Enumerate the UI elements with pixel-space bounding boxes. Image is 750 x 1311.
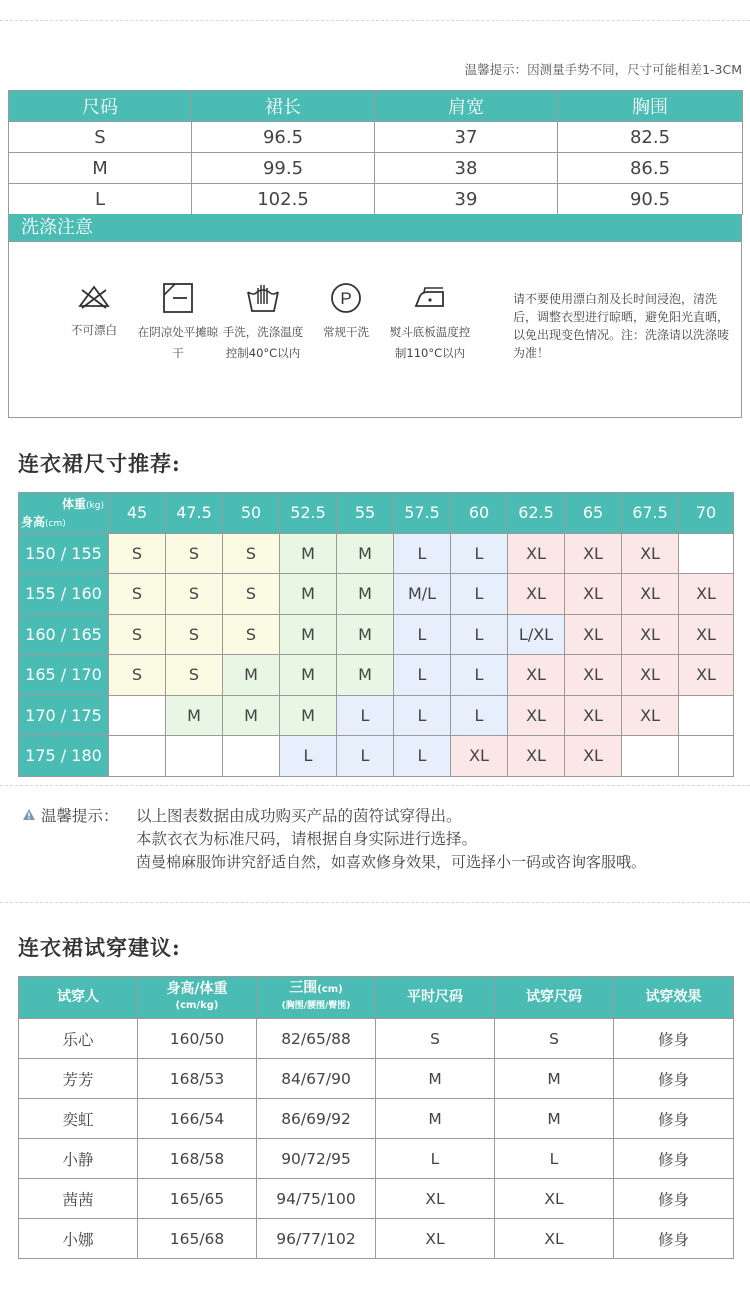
- size-cell: L: [451, 614, 508, 655]
- cell: 乐心: [19, 1019, 138, 1059]
- cell: 39: [375, 184, 558, 215]
- fit-tip: [22, 805, 647, 871]
- cell: 96.5: [192, 122, 375, 153]
- dry-flat-shade-icon: [161, 282, 195, 314]
- table-row: [19, 695, 734, 736]
- size-cell: L: [451, 574, 508, 615]
- size-cell: S: [166, 574, 223, 615]
- cell: 165/68: [138, 1219, 257, 1259]
- fit-tip-lines: [136, 805, 750, 874]
- size-cell: XL: [565, 695, 622, 736]
- cell: 茜茜: [19, 1179, 138, 1219]
- cell: 168/58: [138, 1139, 257, 1179]
- recommend-header-row: [19, 493, 734, 534]
- cell: S: [495, 1019, 614, 1059]
- cell: S: [9, 122, 192, 153]
- weight-header: 50: [223, 493, 280, 534]
- corner-height-label: 身高: [21, 514, 46, 529]
- header-shoulder: 肩宽: [375, 91, 558, 122]
- wash-item-dry-flat: [133, 282, 223, 364]
- header-person: 试穿人: [19, 977, 138, 1019]
- table-row: [19, 1099, 734, 1139]
- size-cell: M: [223, 655, 280, 696]
- size-cell: S: [166, 655, 223, 696]
- wash-item-no-bleach: [49, 282, 139, 341]
- top-divider: [0, 20, 750, 21]
- height-header: 170 / 175: [19, 695, 109, 736]
- cell: M: [376, 1099, 495, 1139]
- cell: 37: [375, 122, 558, 153]
- cell: 芳芳: [19, 1059, 138, 1099]
- cell: 94/75/100: [257, 1179, 376, 1219]
- cell: 86/69/92: [257, 1099, 376, 1139]
- size-cell: [223, 736, 280, 777]
- weight-header: 55: [337, 493, 394, 534]
- size-cell: S: [223, 614, 280, 655]
- size-cell: L: [337, 736, 394, 777]
- table-row: [19, 1019, 734, 1059]
- size-cell: XL: [679, 655, 734, 696]
- table-row: [19, 533, 734, 574]
- cell: 修身: [614, 1219, 734, 1259]
- size-cell: L: [394, 736, 451, 777]
- cell: M: [9, 153, 192, 184]
- cell: XL: [495, 1219, 614, 1259]
- corner-weight-unit: (kg): [86, 501, 104, 511]
- size-cell: XL: [679, 614, 734, 655]
- header-length: 裙长: [192, 91, 375, 122]
- header-height-weight: [138, 977, 257, 1019]
- weight-header: 47.5: [166, 493, 223, 534]
- size-cell: M: [337, 655, 394, 696]
- corner-height: [21, 513, 66, 530]
- size-cell: XL: [622, 533, 679, 574]
- cell: 修身: [614, 1019, 734, 1059]
- size-cell: S: [109, 655, 166, 696]
- cell: 160/50: [138, 1019, 257, 1059]
- cell: S: [376, 1019, 495, 1059]
- cell: L: [9, 184, 192, 215]
- weight-header: 57.5: [394, 493, 451, 534]
- size-cell: L: [394, 655, 451, 696]
- size-cell: XL: [508, 695, 565, 736]
- size-cell: L: [451, 655, 508, 696]
- no-bleach-icon: [77, 282, 111, 312]
- cell: 86.5: [558, 153, 743, 184]
- size-cell: M: [337, 614, 394, 655]
- corner-height-unit: (cm): [45, 518, 66, 529]
- cell: 168/53: [138, 1059, 257, 1099]
- header-three: [257, 977, 376, 1019]
- table-row: [19, 1219, 734, 1259]
- size-cell: XL: [622, 614, 679, 655]
- size-cell: M: [280, 574, 337, 615]
- cell: 奕虹: [19, 1099, 138, 1139]
- fit-tip-line: 以上图表数据由成功购买产品的茵符试穿得出。: [136, 807, 462, 825]
- cell: 165/65: [138, 1179, 257, 1219]
- size-table-header: [9, 91, 743, 122]
- header-bust: 胸围: [558, 91, 743, 122]
- corner-weight: [62, 495, 104, 512]
- header-three-unit: (cm): [317, 984, 343, 995]
- size-cell: M: [337, 533, 394, 574]
- size-cell: M: [223, 695, 280, 736]
- svg-text:P: P: [340, 289, 352, 308]
- iron-icon: [412, 282, 448, 314]
- wash-item-hand-wash: [218, 282, 308, 364]
- cell: 84/67/90: [257, 1059, 376, 1099]
- size-cell: XL: [679, 574, 734, 615]
- divider: [0, 785, 750, 786]
- size-cell: XL: [565, 533, 622, 574]
- cell: 90/72/95: [257, 1139, 376, 1179]
- table-row: [9, 184, 743, 215]
- corner-cell: [19, 493, 109, 534]
- header-size: 尺码: [9, 91, 192, 122]
- size-cell: M: [166, 695, 223, 736]
- cell: XL: [376, 1179, 495, 1219]
- size-cell: XL: [622, 695, 679, 736]
- header-trial-size: 试穿尺码: [495, 977, 614, 1019]
- cell: 小娜: [19, 1219, 138, 1259]
- cell: 99.5: [192, 153, 375, 184]
- size-cell: [679, 695, 734, 736]
- size-cell: XL: [508, 533, 565, 574]
- size-cell: XL: [508, 655, 565, 696]
- size-cell: M: [337, 574, 394, 615]
- size-cell: XL: [622, 574, 679, 615]
- size-table: [8, 90, 743, 215]
- cell: XL: [376, 1219, 495, 1259]
- size-cell: L/XL: [508, 614, 565, 655]
- table-row: [9, 153, 743, 184]
- cell: M: [495, 1059, 614, 1099]
- hand-wash-icon: [245, 282, 281, 314]
- size-cell: XL: [565, 614, 622, 655]
- corner-weight-label: 体重: [62, 497, 87, 511]
- size-cell: M/L: [394, 574, 451, 615]
- size-cell: XL: [451, 736, 508, 777]
- weight-header: 62.5: [508, 493, 565, 534]
- size-cell: [622, 736, 679, 777]
- weight-header: 45: [109, 493, 166, 534]
- size-cell: [166, 736, 223, 777]
- tryon-title: 连衣裙试穿建议:: [18, 935, 181, 960]
- size-cell: XL: [565, 574, 622, 615]
- fit-tip-label: 温馨提示：: [40, 807, 119, 825]
- size-cell: M: [280, 614, 337, 655]
- size-cell: S: [223, 574, 280, 615]
- size-cell: XL: [508, 736, 565, 777]
- wash-label: 常规干洗: [323, 325, 369, 339]
- size-cell: L: [394, 614, 451, 655]
- wash-label: 不可漂白: [71, 323, 117, 337]
- washing-note: 请不要使用漂白剂及长时间浸泡，清洗后，调整衣型进行晾晒，避免阳光直晒，以免出现变色情况。注：洗涤请以洗涤唛为准！: [513, 292, 730, 360]
- size-cell: XL: [565, 736, 622, 777]
- size-cell: M: [280, 655, 337, 696]
- size-cell: L: [451, 533, 508, 574]
- weight-header: 52.5: [280, 493, 337, 534]
- measurement-tip: 温馨提示：因测量手势不同，尺寸可能相差1-3CM: [464, 62, 742, 77]
- size-cell: [679, 533, 734, 574]
- washing-title: 洗涤注意: [8, 214, 742, 242]
- height-header: 175 / 180: [19, 736, 109, 777]
- header-usual-size: 平时尺码: [376, 977, 495, 1019]
- size-cell: L: [280, 736, 337, 777]
- cell: 修身: [614, 1059, 734, 1099]
- size-cell: XL: [565, 655, 622, 696]
- tryon-table: [18, 976, 734, 1259]
- dry-clean-p-icon: [330, 282, 362, 314]
- cell: M: [495, 1099, 614, 1139]
- header-hw-label: 身高/体重: [166, 981, 228, 997]
- table-row: [19, 614, 734, 655]
- weight-header: 65: [565, 493, 622, 534]
- header-three-label: 三围: [289, 980, 318, 996]
- cell: 修身: [614, 1139, 734, 1179]
- table-row: [19, 736, 734, 777]
- table-row: [9, 122, 743, 153]
- header-effect: 试穿效果: [614, 977, 734, 1019]
- header-three-sub: (胸围/腰围/臀围): [281, 1001, 351, 1011]
- table-row: [19, 1179, 734, 1219]
- weight-header: 70: [679, 493, 734, 534]
- weight-header: 60: [451, 493, 508, 534]
- cell: 小静: [19, 1139, 138, 1179]
- cell: M: [376, 1059, 495, 1099]
- size-cell: L: [394, 533, 451, 574]
- divider: [0, 902, 750, 903]
- cell: 82/65/88: [257, 1019, 376, 1059]
- washing-panel: [8, 242, 742, 418]
- cell: 102.5: [192, 184, 375, 215]
- size-cell: XL: [622, 655, 679, 696]
- size-cell: M: [280, 695, 337, 736]
- weight-header: 67.5: [622, 493, 679, 534]
- cell: 82.5: [558, 122, 743, 153]
- wash-label: 手洗，洗涤温度控制40°C以内: [222, 325, 304, 360]
- size-cell: S: [166, 533, 223, 574]
- size-cell: S: [223, 533, 280, 574]
- size-cell: L: [337, 695, 394, 736]
- cell: 96/77/102: [257, 1219, 376, 1259]
- height-header: 160 / 165: [19, 614, 109, 655]
- recommend-title: 连衣裙尺寸推荐:: [18, 451, 181, 476]
- size-cell: S: [109, 614, 166, 655]
- tryon-header-row: [19, 977, 734, 1019]
- size-cell: L: [394, 695, 451, 736]
- header-hw-unit: (cm/kg): [175, 1000, 219, 1011]
- table-row: [19, 574, 734, 615]
- cell: XL: [495, 1179, 614, 1219]
- fit-tip-line: 本款衣衣为标准尺码，请根据自身实际进行选择。: [136, 830, 478, 848]
- size-cell: [679, 736, 734, 777]
- size-cell: S: [166, 614, 223, 655]
- table-row: [19, 655, 734, 696]
- table-row: [19, 1139, 734, 1179]
- cell: 90.5: [558, 184, 743, 215]
- height-header: 165 / 170: [19, 655, 109, 696]
- size-cell: S: [109, 574, 166, 615]
- wash-label: 在阴凉处平摊晾干: [137, 325, 219, 360]
- size-cell: M: [280, 533, 337, 574]
- height-header: 155 / 160: [19, 574, 109, 615]
- size-cell: [109, 695, 166, 736]
- size-recommend-table: [18, 492, 734, 777]
- size-cell: L: [451, 695, 508, 736]
- size-cell: S: [109, 533, 166, 574]
- size-cell: [109, 736, 166, 777]
- size-cell: XL: [508, 574, 565, 615]
- wash-item-iron: [385, 282, 475, 364]
- warning-icon: [22, 805, 36, 828]
- cell: L: [376, 1139, 495, 1179]
- cell: 修身: [614, 1179, 734, 1219]
- cell: 38: [375, 153, 558, 184]
- cell: L: [495, 1139, 614, 1179]
- fit-tip-line: 茵曼棉麻服饰讲究舒适自然，如喜欢修身效果，可选择小一码或咨询客服哦。: [136, 853, 647, 871]
- wash-item-dry-clean: [301, 282, 391, 343]
- cell: 166/54: [138, 1099, 257, 1139]
- cell: 修身: [614, 1099, 734, 1139]
- height-header: 150 / 155: [19, 533, 109, 574]
- table-row: [19, 1059, 734, 1099]
- wash-label: 熨斗底板温度控制110°C以内: [389, 325, 471, 360]
